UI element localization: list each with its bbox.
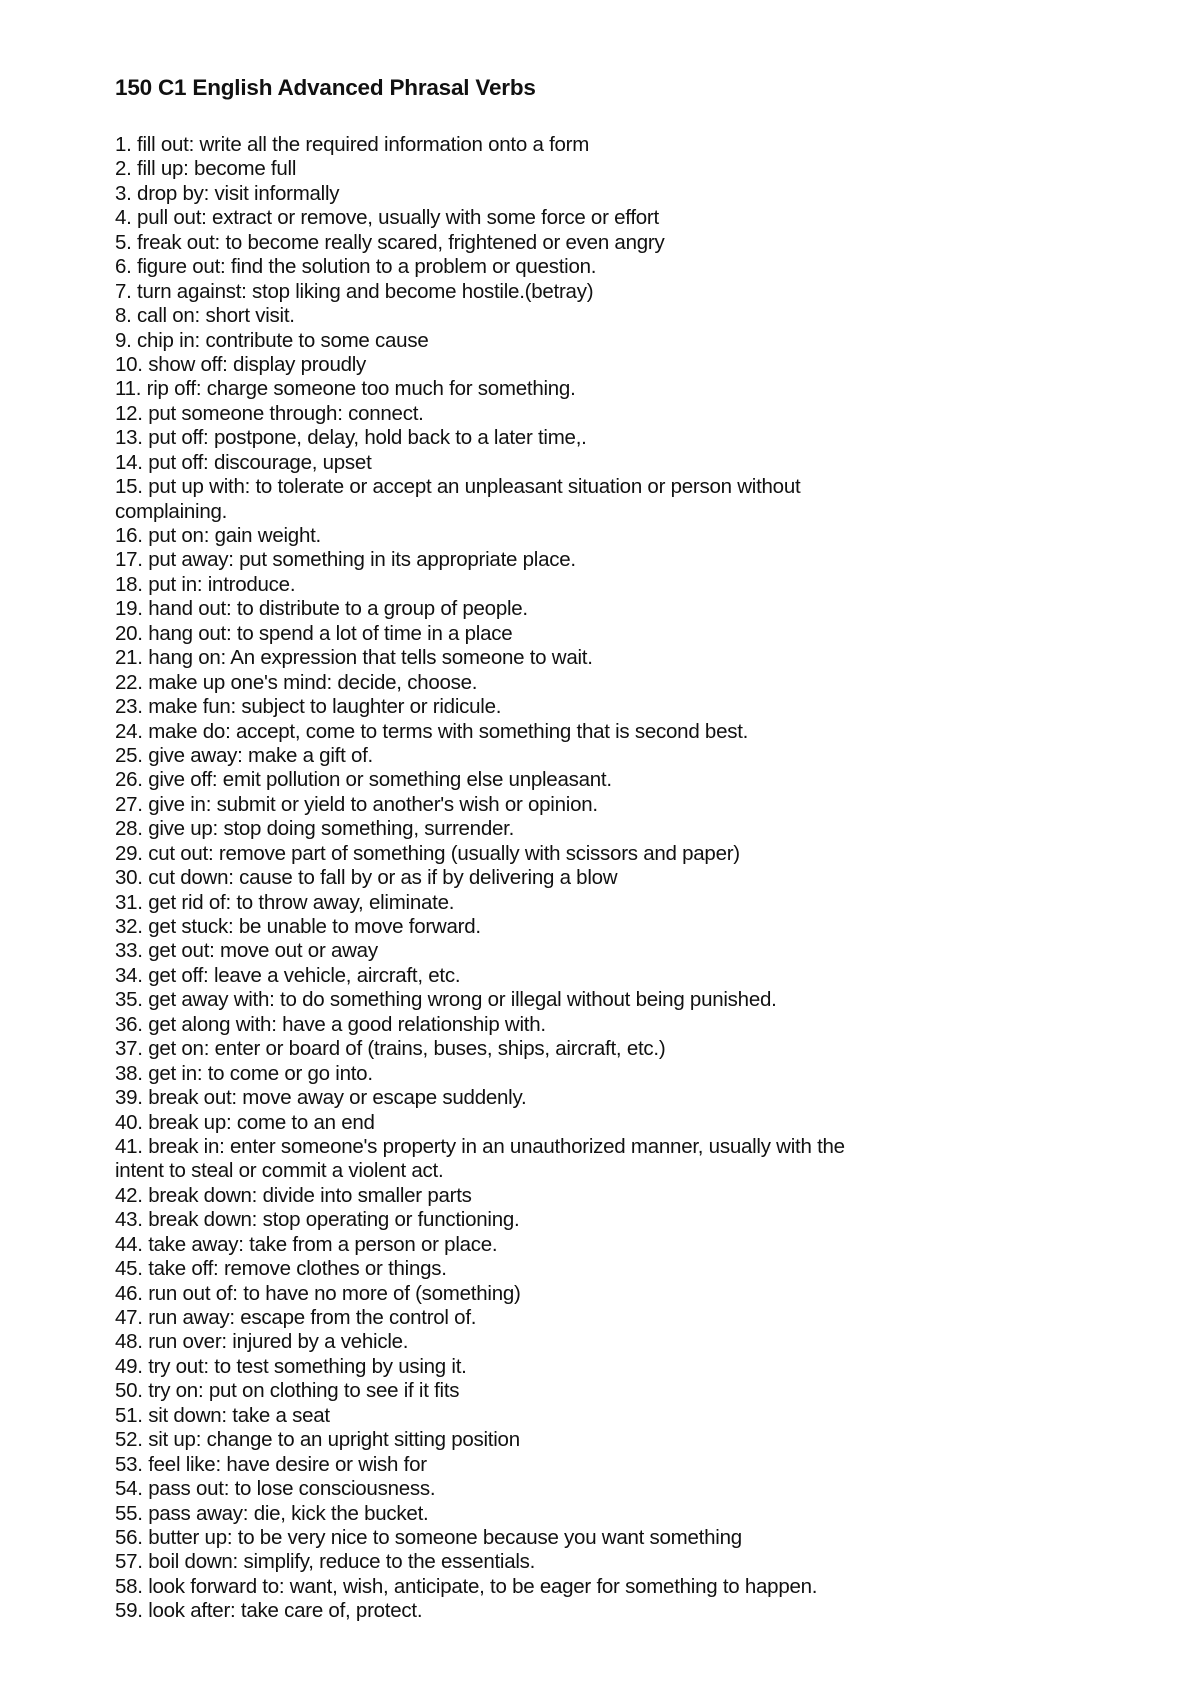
list-item	[115, 695, 1115, 719]
list-item-text: 16. put on: gain weight.	[115, 524, 321, 547]
list-item	[115, 768, 1115, 792]
list-item-text: 49. try out: to test something by using it.	[115, 1354, 467, 1378]
list-item	[115, 1111, 1115, 1135]
list-item	[115, 1282, 1115, 1306]
list-item	[115, 891, 1115, 915]
list-item-text: 39. break out: move away or escape suddenly.	[115, 1086, 527, 1110]
list-item-text: 42. break down: divide into smaller parts	[115, 1183, 472, 1207]
list-item-text: 47. run away: escape from the control of.	[115, 1306, 477, 1329]
list-item-text: 20. hang out: to spend a lot of time in a place	[115, 621, 513, 645]
list-item-text: 46. run out of: to have no more of (something)	[115, 1281, 521, 1305]
list-item	[115, 1233, 1115, 1257]
list-item-text: 48. run over: injured by a vehicle.	[115, 1330, 409, 1354]
list-item	[115, 1453, 1115, 1477]
list-item	[115, 402, 1115, 426]
list-item-text: 56. butter up: to be very nice to someone because you want something	[115, 1525, 742, 1549]
list-item	[115, 329, 1115, 353]
list-item-text: 28. give up: stop doing something, surrender.	[115, 817, 515, 841]
list-item-text: 34. get off: leave a vehicle, aircraft, etc.	[115, 963, 461, 987]
list-item-text: 52. sit up: change to an upright sitting position	[115, 1428, 520, 1452]
list-item	[115, 206, 1115, 230]
list-item-text: 37. get on: enter or board of (trains, buses, ships, aircraft, etc.)	[115, 1037, 666, 1061]
list-item	[115, 304, 1115, 328]
list-item	[115, 157, 1115, 181]
list-item	[115, 1135, 1115, 1184]
list-item	[115, 377, 1115, 401]
list-item-text: 32. get stuck: be unable to move forward.	[115, 915, 481, 938]
list-item-text: 59. look after: take care of, protect.	[115, 1599, 423, 1623]
list-item	[115, 646, 1115, 670]
list-item	[115, 182, 1115, 206]
list-item-text: 53. feel like: have desire or wish for	[115, 1452, 427, 1476]
list-item	[115, 1013, 1115, 1037]
list-item-text: 41. break in: enter someone's property in an unauthorized manner, usually with the	[115, 1134, 845, 1158]
list-item-text: 26. give off: emit pollution or something else unpleasant.	[115, 768, 612, 792]
list-item	[115, 1575, 1115, 1599]
list-item	[115, 548, 1115, 572]
list-item	[115, 231, 1115, 255]
list-item-text: 29. cut out: remove part of something (usually with scissors and paper)	[115, 841, 740, 865]
list-item-text: 50. try on: put on clothing to see if it fits	[115, 1379, 460, 1403]
list-item-text: 5. freak out: to become really scared, frightened or even angry	[115, 230, 665, 254]
list-item-text: 27. give in: submit or yield to another's wish or opinion.	[115, 792, 598, 816]
list-item-text: 3. drop by: visit informally	[115, 181, 340, 205]
list-item	[115, 1526, 1115, 1550]
list-item	[115, 1257, 1115, 1281]
list-item-text: 36. get along with: have a good relationship with.	[115, 1012, 546, 1036]
list-item-text: 45. take off: remove clothes or things.	[115, 1257, 447, 1281]
list-item	[115, 1184, 1115, 1208]
list-item	[115, 1306, 1115, 1330]
list-item	[115, 1428, 1115, 1452]
list-item-text: 35. get away with: to do something wrong or illegal without being punished.	[115, 988, 777, 1012]
list-item	[115, 622, 1115, 646]
list-item	[115, 280, 1115, 304]
phrasal-verb-list	[115, 133, 1115, 1624]
list-item-text: 57. boil down: simplify, reduce to the essentials.	[115, 1550, 536, 1574]
list-item-text: 4. pull out: extract or remove, usually with some force or effort	[115, 206, 659, 230]
document-title: 150 C1 English Advanced Phrasal Verbs	[115, 75, 536, 100]
list-item	[115, 1550, 1115, 1574]
list-item	[115, 133, 1115, 157]
list-item-text: 23. make fun: subject to laughter or ridicule.	[115, 695, 502, 719]
list-item-text: 51. sit down: take a seat	[115, 1403, 330, 1427]
list-item-text: 21. hang on: An expression that tells someone to wait.	[115, 646, 593, 670]
list-item	[115, 1037, 1115, 1061]
list-item-text: 58. look forward to: want, wish, anticipate, to be eager for something to happen.	[115, 1574, 818, 1598]
list-item-text: 44. take away: take from a person or place.	[115, 1232, 498, 1256]
list-item-text: 19. hand out: to distribute to a group of people.	[115, 597, 528, 621]
list-item	[115, 1086, 1115, 1110]
list-item	[115, 720, 1115, 744]
list-item	[115, 1355, 1115, 1379]
list-item	[115, 451, 1115, 475]
list-item-text: 40. break up: come to an end	[115, 1110, 375, 1134]
list-item-text: 9. chip in: contribute to some cause	[115, 328, 429, 352]
list-item-text: 1. fill out: write all the required information onto a form	[115, 133, 590, 156]
list-item	[115, 842, 1115, 866]
list-item-text: 55. pass away: die, kick the bucket.	[115, 1501, 429, 1525]
list-item	[115, 1404, 1115, 1428]
list-item	[115, 1477, 1115, 1501]
list-item	[115, 744, 1115, 768]
list-item	[115, 353, 1115, 377]
list-item	[115, 671, 1115, 695]
list-item	[115, 1062, 1115, 1086]
list-item-text: 7. turn against: stop liking and become hostile.(betray)	[115, 279, 594, 303]
list-item-text: 54. pass out: to lose consciousness.	[115, 1477, 436, 1501]
list-item-text: 25. give away: make a gift of.	[115, 743, 373, 767]
list-item	[115, 1330, 1115, 1354]
list-item-text: 33. get out: move out or away	[115, 939, 378, 963]
list-item	[115, 793, 1115, 817]
list-item-text: 14. put off: discourage, upset	[115, 450, 372, 474]
list-item-text: 2. fill up: become full	[115, 157, 297, 181]
list-item	[115, 1599, 1115, 1623]
list-item	[115, 597, 1115, 621]
list-item-text: 17. put away: put something in its appropriate place.	[115, 548, 576, 572]
list-item-text: 30. cut down: cause to fall by or as if by delivering a blow	[115, 866, 618, 890]
list-item	[115, 817, 1115, 841]
list-item	[115, 866, 1115, 890]
list-item	[115, 426, 1115, 450]
list-item	[115, 573, 1115, 597]
list-item-text: 10. show off: display proudly	[115, 352, 367, 376]
list-item	[115, 524, 1115, 548]
list-item-text: 22. make up one's mind: decide, choose.	[115, 670, 478, 694]
list-item-text: 12. put someone through: connect.	[115, 401, 424, 425]
list-item	[115, 988, 1115, 1012]
list-item	[115, 255, 1115, 279]
list-item	[115, 1379, 1115, 1403]
list-item-text: 18. put in: introduce.	[115, 572, 296, 596]
list-item	[115, 1208, 1115, 1232]
list-item-text: 8. call on: short visit.	[115, 304, 295, 328]
list-item-text: 15. put up with: to tolerate or accept an unpleasant situation or person without	[115, 475, 801, 499]
list-item	[115, 1502, 1115, 1526]
list-item-text: 24. make do: accept, come to terms with something that is second best.	[115, 719, 749, 743]
list-item	[115, 939, 1115, 963]
list-item	[115, 475, 1115, 524]
list-item-text: 38. get in: to come or go into.	[115, 1061, 373, 1085]
list-item-continuation: intent to steal or commit a violent act.	[115, 1159, 444, 1183]
list-item-continuation: complaining.	[115, 499, 228, 523]
list-item	[115, 964, 1115, 988]
list-item-text: 43. break down: stop operating or functioning.	[115, 1208, 520, 1232]
list-item-text: 11. rip off: charge someone too much for something.	[115, 377, 576, 401]
list-item-text: 13. put off: postpone, delay, hold back to a later time,.	[115, 426, 587, 450]
list-item-text: 6. figure out: find the solution to a problem or question.	[115, 255, 597, 279]
list-item-text: 31. get rid of: to throw away, eliminate.	[115, 890, 455, 914]
list-item	[115, 915, 1115, 939]
